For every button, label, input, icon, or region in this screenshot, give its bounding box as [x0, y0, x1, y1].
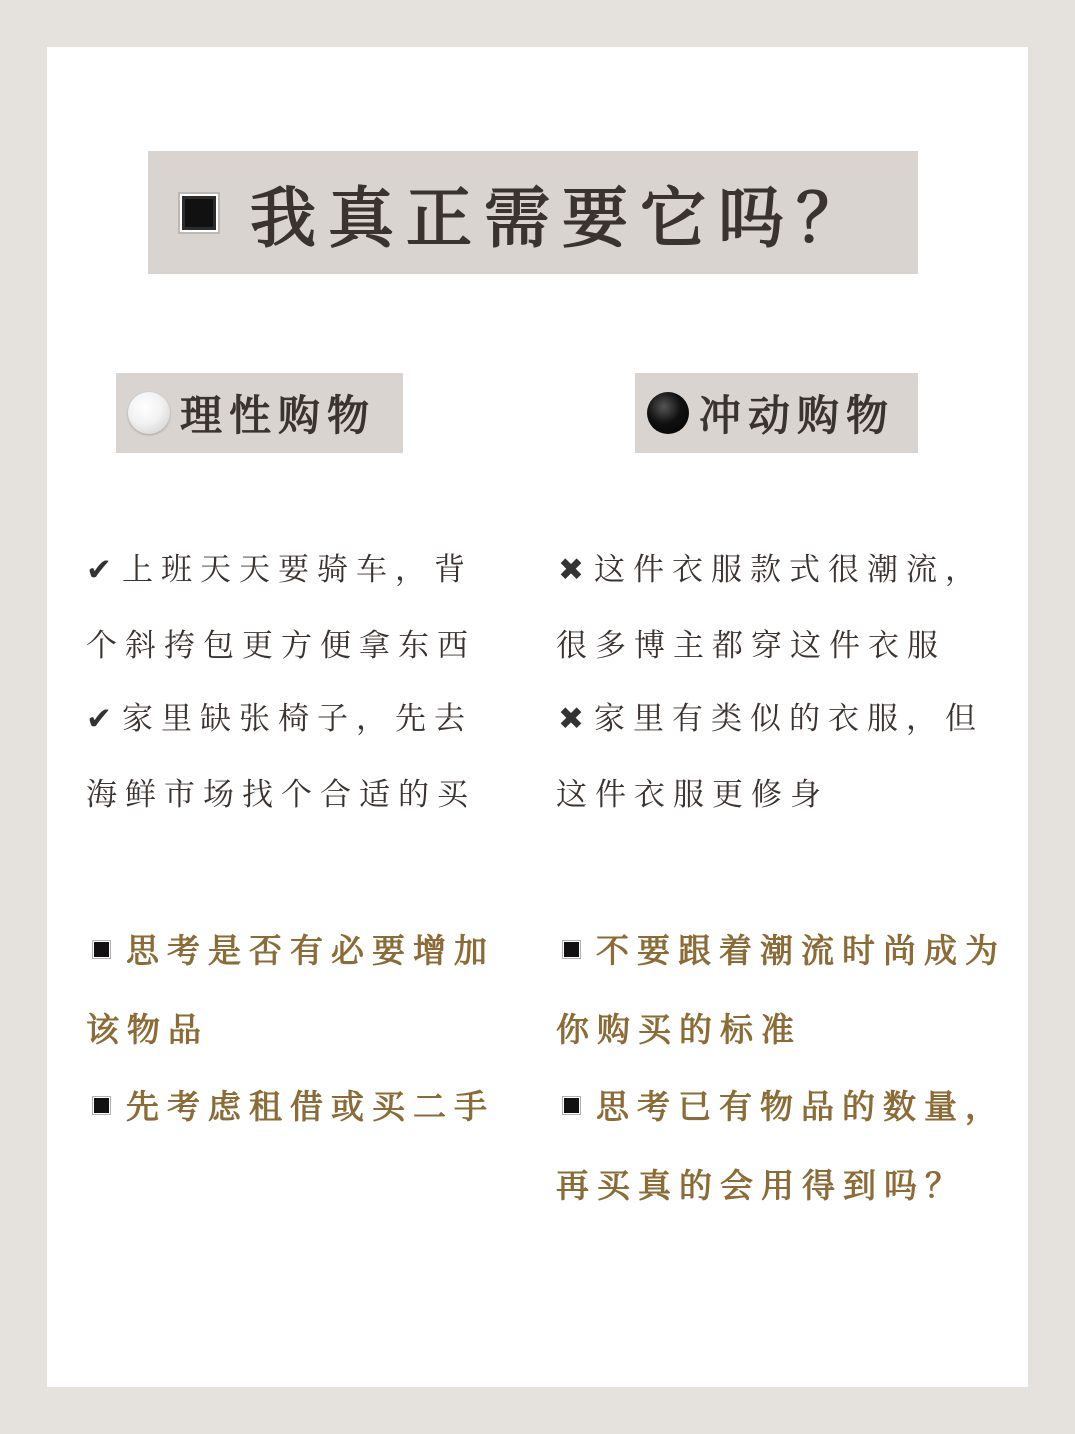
- black-square-icon: [182, 196, 216, 230]
- rational-example-1-cont: [86, 626, 476, 666]
- impulsive-tip-1-line2: 你购买的标准: [556, 1010, 802, 1049]
- impulsive-shopping-title: 冲动购物: [699, 391, 896, 440]
- black-circle-icon: [647, 392, 689, 434]
- rational-example-1-line1: 上班天天要骑车，背: [122, 552, 473, 588]
- impulsive-tip-1: [556, 929, 1006, 973]
- rational-example-1: [86, 550, 473, 590]
- impulsive-example-1-line1: 这件衣服款式很潮流，: [594, 552, 984, 588]
- white-circle-icon: [128, 392, 170, 434]
- impulsive-example-2-cont: [556, 775, 829, 815]
- black-square-icon: [564, 942, 579, 957]
- rational-tip-1: [86, 929, 495, 973]
- black-square-icon: [564, 1098, 579, 1113]
- rational-tip-1-line1: 思考是否有必要增加: [126, 931, 495, 970]
- rational-shopping-label: [116, 373, 403, 453]
- rational-example-2-line1: 家里缺张椅子，先去: [122, 701, 473, 737]
- check-icon: ✔: [86, 552, 112, 588]
- rational-tip-1-line2: 该物品: [86, 1010, 209, 1049]
- impulsive-tip-2-line2: 再买真的会用得到吗？: [556, 1166, 966, 1205]
- impulsive-example-2-line2: 这件衣服更修身: [556, 777, 829, 813]
- impulsive-tip-2-line1: 思考已有物品的数量，: [596, 1087, 1006, 1126]
- rational-tip-1-cont: [86, 1008, 209, 1052]
- impulsive-example-2: [558, 699, 984, 739]
- rational-shopping-title: 理性购物: [180, 391, 377, 440]
- black-square-icon: [94, 942, 109, 957]
- rational-tip-2: [86, 1085, 495, 1129]
- cross-icon: ✖: [558, 701, 584, 737]
- title-banner: [148, 151, 918, 274]
- rational-example-1-line2: 个斜挎包更方便拿东西: [86, 628, 476, 664]
- rational-example-2-line2: 海鲜市场找个合适的买: [86, 777, 476, 813]
- impulsive-example-1: [558, 550, 984, 590]
- impulsive-example-1-cont: [556, 626, 946, 666]
- black-square-icon: [94, 1098, 109, 1113]
- check-icon: ✔: [86, 701, 112, 737]
- impulsive-example-2-line1: 家里有类似的衣服，但: [594, 701, 984, 737]
- impulsive-tip-1-line1: 不要跟着潮流时尚成为: [596, 931, 1006, 970]
- impulsive-tip-2: [556, 1085, 1006, 1129]
- impulsive-tip-1-cont: [556, 1008, 802, 1052]
- impulsive-example-1-line2: 很多博主都穿这件衣服: [556, 628, 946, 664]
- impulsive-shopping-label: [635, 373, 918, 453]
- cross-icon: ✖: [558, 552, 584, 588]
- rational-example-2-cont: [86, 775, 476, 815]
- rational-example-2: [86, 699, 473, 739]
- rational-tip-2-line1: 先考虑租借或买二手: [126, 1087, 495, 1126]
- page-title: 我真正需要它吗？: [250, 179, 874, 257]
- impulsive-tip-2-cont: [556, 1164, 966, 1208]
